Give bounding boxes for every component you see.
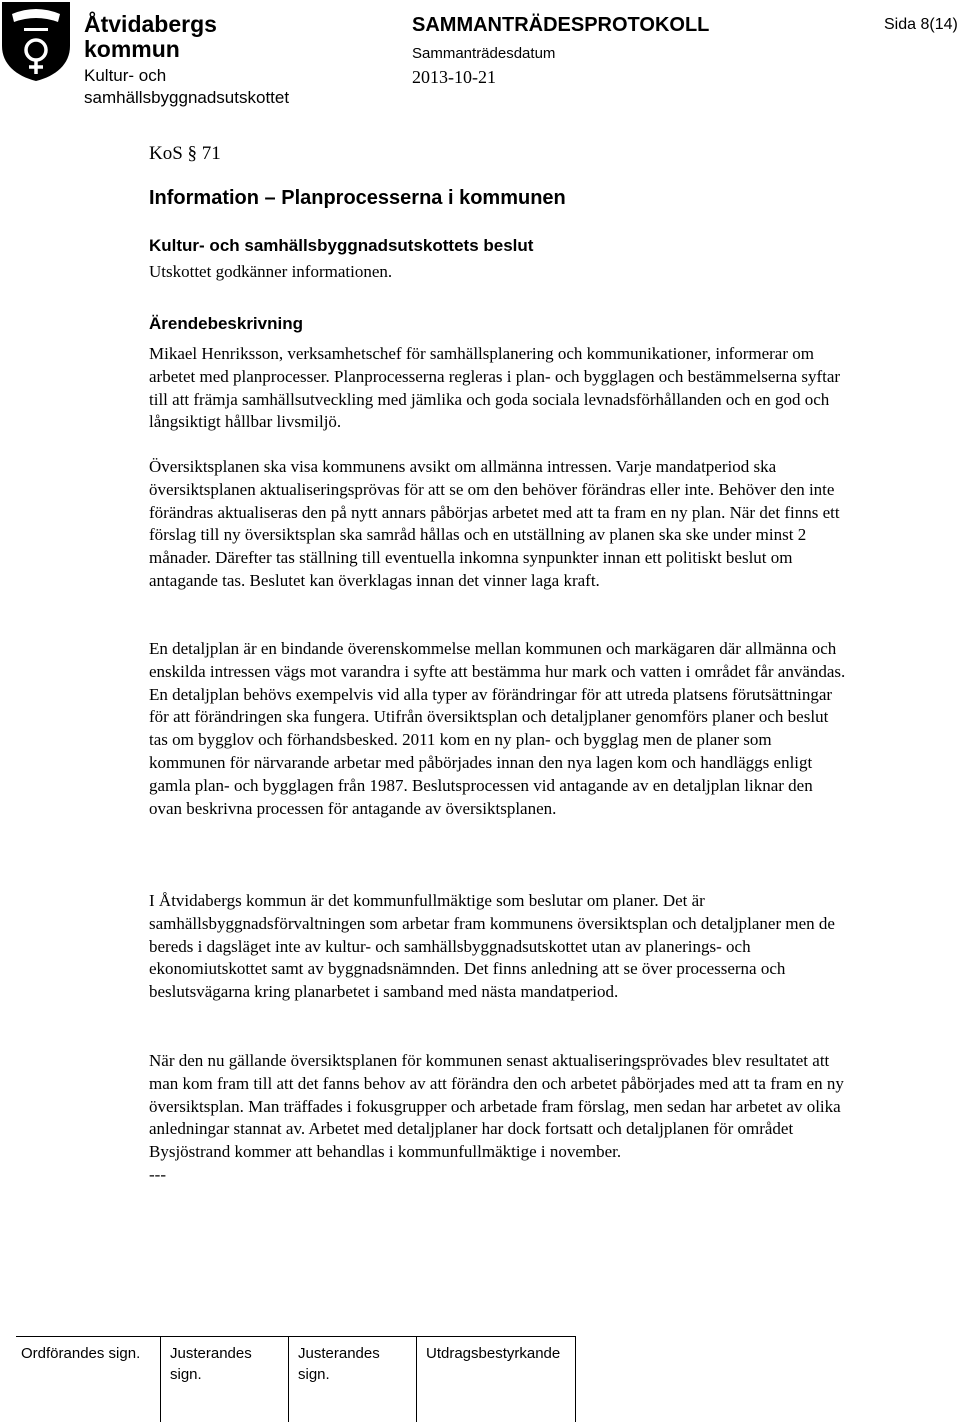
adjuster-2-label-line2: sign. — [298, 1366, 330, 1383]
decision-heading: Kultur- och samhällsbyggnadsutskottets beslut — [149, 236, 534, 255]
municipal-crest-icon — [0, 0, 72, 82]
body-paragraph-3: En detaljplan är en bindande överenskommelse mellan kommunen och markägaren där allmänna och enskilda intressen vägs mot varandra i syfte att bestämma hur mark och vatten i området får användas. En detaljplan behövs exempelvis vid alla typer av förändringar för att utreda platsens förutsättningar för att förändringen ska fungera. Utifrån översiktsplan och detaljplaner genomförs planer och beslut tas om bygglov och förhandsbesked. 2011 kom en ny plan- och bygglag men de planer som kommunen för närvarande arbetar med påbörjades innan den nya lagen kom och handläggs enligt gamla plan- och bygglagen från 1987. Beslutsprocessen vid antagande av en detaljplan liknar den ovan beskrivna processen för antagande av översiktsplanen. — [149, 639, 846, 818]
page-number: Sida 8(14) — [884, 16, 958, 33]
extract-certifier-label: Utdragsbestyrkande — [426, 1345, 561, 1362]
chair-signature-label: Ordförandes sign. — [21, 1345, 141, 1362]
body-paragraph-4-block — [149, 890, 849, 1004]
document-title: SAMMANTRÄDESPROTOKOLL — [412, 14, 710, 36]
department-name — [84, 65, 289, 109]
body-paragraph-1: Mikael Henriksson, verksamhetschef för samhällsplanering och kommunikationer, informerar om arbetet med planprocesser. Planprocesserna regleras i plan- och bygglagen och bestämmelserna syftar till att främja samhällsutveckling med jämlika och goda sociala levnadsförhållanden och en god och långsiktigt hållbar livsmiljö. — [149, 344, 841, 432]
body-paragraph-3-block — [149, 638, 849, 820]
body-paragraph-1-block — [149, 343, 849, 434]
paragraph-reference: KoS § 71 — [149, 143, 221, 164]
adjuster-1-label-line2: sign. — [170, 1366, 202, 1383]
body-paragraph-4: I Åtvidabergs kommun är det kommunfullmäktige som beslutar om planer. Det är samhällsbyggnadsförvaltningen som arbetar fram kommunens översiktsplan och detaljplaner men de bereds i dagsläget inte av kultur- och samhällsbyggnadsutskottet utan av planerings- och ekonomiutskottet samt av byggnadsnämnden. Det finns anledning att se över processerna och beslutsvägarna kring planarbetet i samband med nästa mandatperiod. — [149, 891, 835, 1002]
footer-top-rule — [16, 1336, 576, 1337]
body-paragraph-5-block — [149, 1050, 849, 1187]
footer-divider-4 — [575, 1336, 576, 1422]
end-marker: --- — [149, 1164, 166, 1184]
adjuster-1-label-line1: Justerandes — [170, 1345, 252, 1362]
adjuster-1-signature-label — [170, 1343, 252, 1385]
footer-divider-3 — [416, 1336, 417, 1422]
description-heading: Ärendebeskrivning — [149, 314, 303, 333]
body-paragraph-2-block — [149, 456, 849, 593]
organization-name-line1: Åtvidabergs — [84, 11, 217, 37]
adjuster-2-signature-label — [298, 1343, 380, 1385]
department-name-line1: Kultur- och — [84, 66, 167, 85]
organization-name — [84, 12, 217, 62]
body-paragraph-5: När den nu gällande översiktsplanen för kommunen senast aktualiseringsprövades blev resultatet att man kom fram till att det fanns behov av att förändra den och arbetet påbörjades med att ta fram en ny översiktsplan. Man träffades i fokusgrupper och arbetade fram förslag, men sedan har arbetet av olika anledningar stannat av. Arbetet med detaljplaner har dock fortsatt och detaljplanen för området Bysjöstrand kommer att behandlas i kommunfullmäktige i november. — [149, 1051, 844, 1162]
meeting-date: 2013-10-21 — [412, 67, 496, 87]
decision-text: Utskottet godkänner informationen. — [149, 262, 393, 281]
footer-divider-1 — [160, 1336, 161, 1422]
footer-divider-2 — [288, 1336, 289, 1422]
organization-name-line2: kommun — [84, 36, 180, 62]
adjuster-2-label-line1: Justerandes — [298, 1345, 380, 1362]
body-paragraph-2: Översiktsplanen ska visa kommunens avsikt om allmänna intressen. Varje mandatperiod ska översiktsplanen aktualiseringsprövas för att se om den behöver förändras eller inte. Behöver den inte förändras aktualiseras den på nytt annars påbörjas arbetet med att ta fram en ny plan. När det finns ett förslag till ny översiktsplan ska samråd hållas och en utställning av planen ska ske under minst 2 månader. Därefter tas ställning till eventuella inkomna synpunkter innan ett politiskt beslut om antagande tas. Beslutet kan överklagas innan det vinner laga kraft. — [149, 457, 840, 590]
section-title: Information – Planprocesserna i kommunen — [149, 187, 566, 209]
department-name-line2: samhällsbyggnadsutskottet — [84, 88, 290, 107]
meeting-date-label: Sammanträdesdatum — [412, 45, 556, 62]
